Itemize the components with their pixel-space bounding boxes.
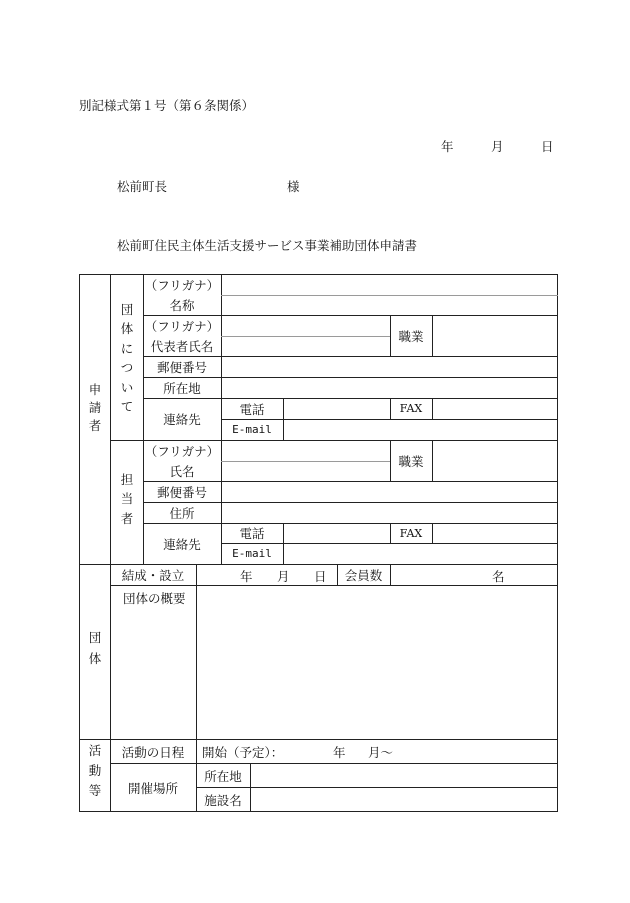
date-month-label: 月	[491, 139, 504, 154]
org-contact-label: 連絡先	[163, 412, 201, 427]
member-count-label: 会員数	[344, 568, 383, 583]
org-fax-label: FAX	[399, 402, 423, 415]
org-occupation-label: 職業	[398, 329, 424, 344]
group-section-label: 団 体	[88, 630, 102, 667]
venue-address-label: 所在地	[204, 768, 242, 784]
person-contact-label: 連絡先	[163, 536, 201, 552]
org-furigana-label: （フリガナ）	[144, 278, 220, 293]
document-title: 松前町住民主体生活支援サービス事業補助団体申請書	[117, 238, 418, 253]
activity-schedule-label: 活動の日程	[121, 744, 185, 760]
org-email-label: E-mail	[232, 423, 272, 436]
founded-month-label: 月	[277, 569, 290, 584]
person-postal-label: 郵便番号	[156, 485, 207, 500]
org-postal-label: 郵便番号	[156, 360, 207, 375]
member-count-unit: 名	[492, 569, 505, 584]
person-phone-label: 電話	[239, 526, 265, 541]
org-name-label: 名称	[169, 298, 195, 313]
activity-start-month-label: 月～	[368, 745, 394, 760]
activity-section-label: 活 動 等	[88, 743, 102, 798]
venue-facility-label: 施設名	[204, 792, 242, 808]
activity-start-label: 開始（予定）：	[202, 745, 284, 760]
form-number: 別記様式第１号（第６条関係）	[79, 98, 255, 113]
founded-label: 結成・設立	[121, 568, 185, 583]
honorific: 様	[287, 179, 300, 194]
person-in-charge-subsection-label: 担 当 者	[120, 472, 134, 526]
addressee: 松前町長	[117, 179, 168, 194]
activity-venue-label: 開催場所	[127, 780, 178, 796]
group-overview-label: 団体の概要	[123, 591, 186, 606]
person-name-label: 氏名	[169, 464, 195, 479]
founded-year-label: 年	[240, 569, 253, 584]
organization-subsection-label: 団 体 に つ い て	[120, 302, 134, 414]
person-email-label: E-mail	[232, 547, 272, 560]
person-address-label: 住所	[169, 506, 195, 521]
applicant-section-label: 申 請 者	[88, 382, 102, 434]
org-phone-label: 電話	[239, 401, 265, 417]
activity-start-year-label: 年	[333, 745, 346, 760]
rep-name-label: 代表者氏名	[150, 339, 214, 354]
founded-day-label: 日	[314, 569, 327, 584]
rep-furigana-label: （フリガナ）	[144, 319, 220, 334]
date-day-label: 日	[541, 139, 554, 154]
person-furigana-label: （フリガナ）	[144, 444, 220, 459]
person-fax-label: FAX	[399, 526, 423, 540]
org-address-label: 所在地	[163, 381, 201, 396]
date-year-label: 年	[441, 139, 454, 154]
person-occupation-label: 職業	[398, 454, 424, 469]
